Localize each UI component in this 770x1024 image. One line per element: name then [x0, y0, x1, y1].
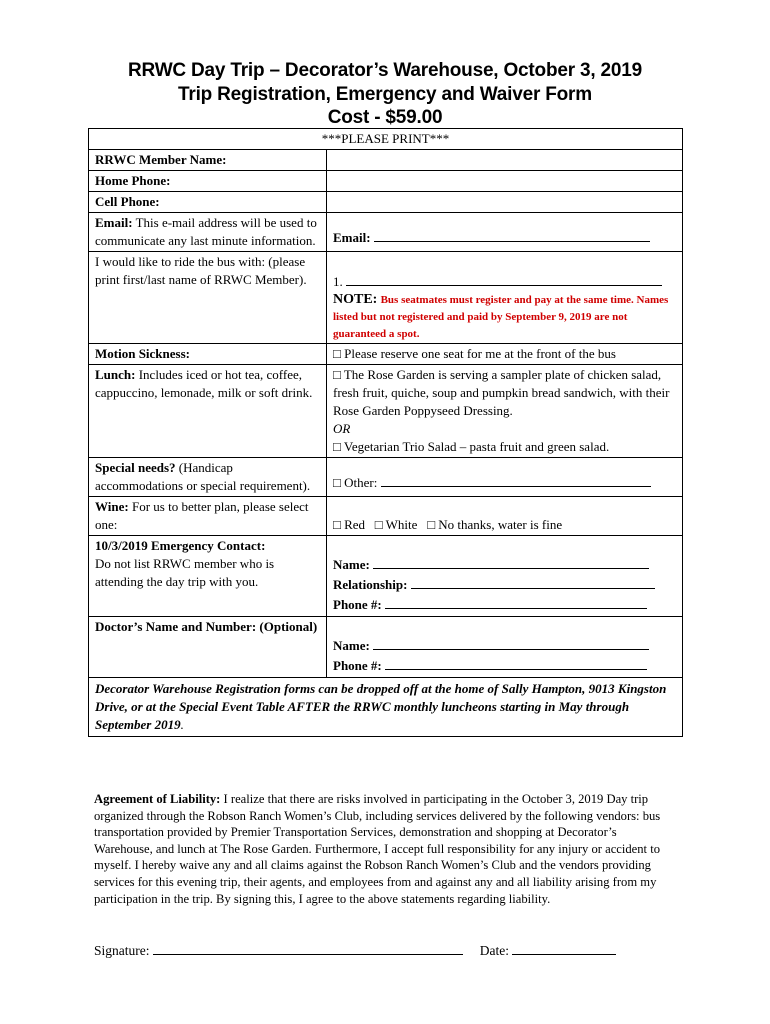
wine-description — [89, 497, 327, 536]
signature-row — [94, 941, 674, 959]
emergency-relationship-field[interactable] — [411, 575, 655, 589]
wine-option-none[interactable]: □ No thanks, water is fine — [427, 517, 563, 532]
doctor-name-label: Name: — [333, 638, 370, 653]
special-needs-cell — [327, 458, 683, 497]
emergency-desc: Do not list RRWC member who is attending the day trip with you. — [95, 556, 275, 589]
wine-option-red[interactable]: □ Red — [333, 517, 366, 532]
signature-label: Signature: — [94, 943, 150, 958]
signature-field[interactable] — [153, 941, 463, 955]
wine-option-white[interactable]: □ White — [374, 517, 418, 532]
emergency-phone-label: Phone #: — [333, 597, 382, 612]
agreement-text: I realize that there are risks involved in participating in the October 3, 2019 Day trip organized through the Robson Ranch Women’s Club, including services delivered by the following vendors: bus transportation provided by Premier Transportation Services, demonstration and shopping at Decorator’s Warehouse, and lunch at The Rose Garden. Furthermore, I accept full responsibility for any injury or accident to myself. I hereby waive any and all claims against the Robson Ranch Women’s Club and the vendors providing services for this evening trip, their agents, and employees from and against any and all liability arising from my participation in the trip. By signing this, I agree to the above statements regarding liability. — [94, 792, 661, 906]
bus-cell — [327, 252, 683, 344]
email-label: Email: — [95, 215, 133, 230]
lunch-or: OR — [333, 421, 351, 436]
motion-sickness-label: Motion Sickness: — [89, 344, 327, 365]
doctor-fields — [327, 617, 683, 678]
lunch-option-vegetarian[interactable]: □ Vegetarian Trio Salad – pasta fruit and green salad. — [333, 439, 610, 454]
date-field[interactable] — [512, 941, 616, 955]
registration-table — [88, 128, 683, 737]
member-name-field[interactable] — [327, 150, 683, 171]
note-text: Bus seatmates must register and pay at the same time. Names listed but not registered and paid by September 9, 2019 are not guaranteed a spot. — [333, 294, 669, 340]
special-needs-label: Special needs? — [95, 460, 176, 475]
emergency-description — [89, 536, 327, 617]
emergency-name-field[interactable] — [373, 555, 649, 569]
emergency-name-label: Name: — [333, 557, 370, 572]
lunch-description — [89, 365, 327, 458]
emergency-phone-field[interactable] — [385, 595, 647, 609]
emergency-label: 10/3/2019 Emergency Contact: — [95, 538, 266, 553]
title-line-3: Cost - $59.00 — [327, 107, 443, 128]
wine-desc: For us to better plan, please select one: — [95, 499, 309, 532]
emergency-fields — [327, 536, 683, 617]
special-needs-description — [89, 458, 327, 497]
agreement-of-liability — [94, 791, 674, 907]
title-line-2: Trip Registration, Emergency and Waiver Form — [178, 84, 592, 105]
title-line-1: RRWC Day Trip – Decorator’s Warehouse, October 3, 2019 — [128, 60, 642, 81]
date-label: Date: — [479, 943, 509, 958]
email-cell — [327, 213, 683, 252]
doctor-phone-field[interactable] — [385, 656, 647, 670]
cell-phone-label: Cell Phone: — [89, 192, 327, 213]
motion-sickness-option[interactable]: □ Please reserve one seat for me at the front of the bus — [327, 344, 683, 365]
email-field[interactable] — [374, 228, 650, 242]
lunch-option-rose-garden[interactable]: □ The Rose Garden is serving a sampler plate of chicken salad, fresh fruit, quiche, soup and pumpkin bread sandwich, with their Rose Garden Poppyseed Dressing. — [333, 367, 670, 418]
wine-options — [327, 497, 683, 536]
dropoff-period: . — [180, 717, 184, 732]
dropoff-text: Decorator Warehouse Registration forms can be dropped off at the home of Sally Hampton, 9013 Kingston Drive, or at the Special Event Table AFTER the RRWC monthly luncheons starting in May through September 2019 — [95, 681, 667, 732]
dropoff-instructions — [89, 678, 683, 737]
cell-phone-field[interactable] — [327, 192, 683, 213]
doctor-label: Doctor’s Name and Number: (Optional) — [89, 617, 327, 678]
doctor-phone-label: Phone #: — [333, 658, 382, 673]
note-label: NOTE: — [333, 292, 378, 307]
special-other-field[interactable] — [381, 473, 651, 487]
home-phone-label: Home Phone: — [89, 171, 327, 192]
bus-seatmate-number: 1. — [333, 274, 343, 289]
email-description — [89, 213, 327, 252]
emergency-relationship-label: Relationship: — [333, 577, 408, 592]
bus-seatmate-field[interactable] — [346, 272, 662, 286]
lunch-label: Lunch: — [95, 367, 136, 382]
email-field-label: Email: — [333, 230, 371, 245]
special-other-option[interactable]: □ Other: — [333, 475, 378, 490]
home-phone-field[interactable] — [327, 171, 683, 192]
agreement-title: Agreement of Liability: — [94, 792, 221, 806]
doctor-name-field[interactable] — [373, 636, 649, 650]
email-desc-text: This e-mail address will be used to communicate any last minute information. — [95, 215, 317, 248]
wine-label: Wine: — [95, 499, 129, 514]
lunch-options — [327, 365, 683, 458]
please-print-banner: ***PLEASE PRINT*** — [89, 129, 683, 150]
member-name-label: RRWC Member Name: — [89, 150, 327, 171]
lunch-desc-text: Includes iced or hot tea, coffee, cappuccino, lemonade, milk or soft drink. — [95, 367, 313, 400]
bus-description: I would like to ride the bus with: (please print first/last name of RRWC Member). — [89, 252, 327, 344]
special-needs-desc: (Handicap accommodations or special requirement). — [95, 460, 311, 493]
